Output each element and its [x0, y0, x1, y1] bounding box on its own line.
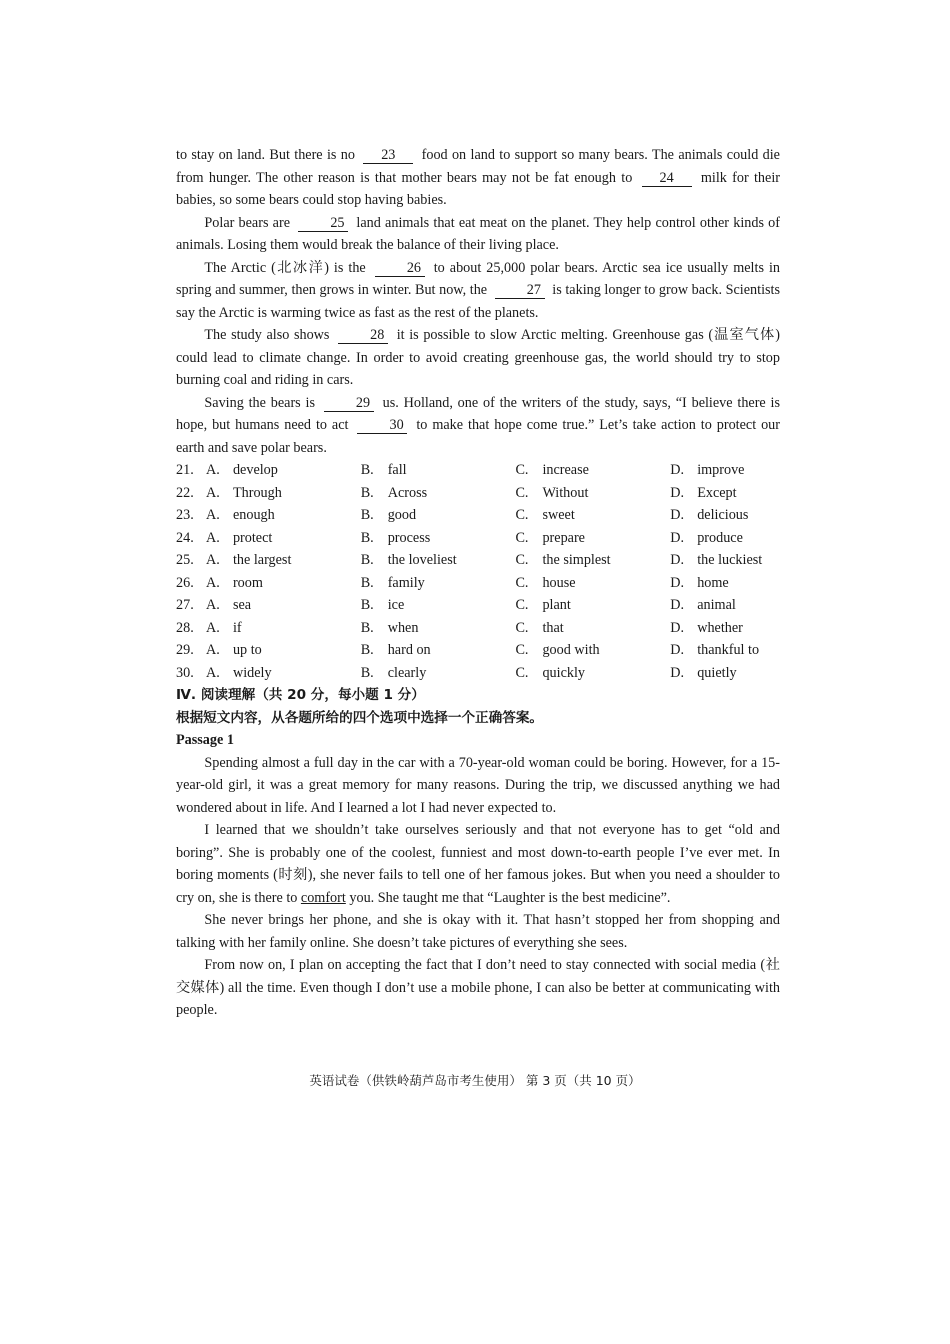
cloze-blank-26: 26	[375, 260, 425, 277]
option	[670, 549, 780, 572]
question-number: 26.	[176, 574, 194, 591]
option	[361, 639, 516, 662]
option-text: protect	[232, 529, 273, 546]
cloze-blank-24: 24	[642, 170, 692, 187]
passage-paragraph: Spending almost a full day in the car with a 70-year-old woman could be boring. However, for a 15-year-old girl, it was a great memory for many reasons. During the trip, we discussed anything we had wondered about in life. And I learned a lot I had never expected to.	[176, 754, 780, 816]
question-number: 22.	[176, 484, 194, 501]
option-text: prepare	[542, 529, 585, 546]
option	[361, 572, 516, 595]
option	[515, 549, 670, 572]
question-number: 27.	[176, 597, 194, 613]
option	[206, 459, 361, 482]
option-letter: B.	[360, 619, 374, 636]
question-row	[176, 504, 780, 527]
option-letter: D.	[670, 529, 684, 546]
question-number: 23.	[176, 507, 194, 523]
option-letter: D.	[670, 507, 684, 523]
question-number: 28.	[176, 619, 194, 636]
option	[361, 594, 516, 617]
option	[515, 594, 670, 617]
option	[361, 617, 516, 640]
cloze-paragraph: to stay on land. But there is no 23 food on land to support so many bears. The animals could die from hunger. The other reason is that mother bears may not be fat enough to 24 milk for their babies, so some bears could stop having babies.	[176, 147, 780, 208]
option-letter: A.	[205, 597, 220, 613]
option-letter: C.	[515, 507, 529, 523]
option	[361, 504, 516, 527]
passage-paragraph: She never brings her phone, and she is okay with it. That hasn’t stopped her from shopping and talking with her family online. She doesn’t take pictures of everything she sees.	[176, 912, 780, 951]
option	[206, 639, 361, 662]
option	[361, 662, 516, 685]
option	[361, 527, 516, 550]
section-instruction: 根据短文内容，从各题所给的四个选项中选择一个正确答案。	[176, 709, 544, 726]
option-letter: B.	[360, 552, 374, 568]
cloze-paragraph: The Arctic (北冰洋) is the 26 to about 25,000 polar bears. Arctic sea ice usually melts in spring and summer, then grows in winter. But now, the 27 is taking longer to grow back. Scientists say the Arctic is warming twice as fast as the rest of the planets.	[176, 259, 781, 321]
option	[206, 527, 361, 550]
section-heading: Ⅳ. 阅读理解（共 20 分，每小题 1 分）	[176, 687, 425, 703]
option	[361, 549, 516, 572]
cloze-blank-29: 29	[324, 395, 374, 412]
option-text: the simplest	[542, 552, 611, 568]
option-letter: D.	[670, 552, 684, 568]
reading-passage	[176, 752, 780, 1022]
option-text: enough	[232, 507, 275, 523]
option-letter: B.	[360, 597, 374, 613]
cloze-blank-23: 23	[363, 147, 413, 164]
cloze-paragraph: Polar bears are 25 land animals that eat meat on the planet. They help control other kinds of animals. Losing them would break the balance of their living place.	[176, 214, 781, 253]
question-number: 30.	[176, 664, 194, 681]
option	[515, 527, 670, 550]
question-list	[176, 459, 780, 684]
cloze-passage	[176, 144, 780, 459]
option	[206, 572, 361, 595]
question-row	[176, 527, 780, 550]
option-text: that	[542, 619, 564, 636]
option-letter: B.	[360, 462, 374, 478]
option-letter: C.	[515, 552, 529, 568]
passage-paragraph: I learned that we shouldn’t take ourselves seriously and that not everyone has to get “old and boring”. She is probably one of the coolest, funniest and most down-to-earth people I’ve ever met. In boring moments (时刻), she never fails to tell one of her famous jokes. But when you need a shoulder to cry on, she is there to comfort you. She taught me that “Laughter is the best medicine”.	[176, 822, 780, 906]
option-text: Without	[542, 484, 589, 501]
option	[515, 639, 670, 662]
option-text: hard on	[387, 642, 431, 658]
option-text: delicious	[697, 507, 749, 523]
option-letter: A.	[205, 552, 220, 568]
option-letter: A.	[205, 507, 220, 523]
option-text: ice	[387, 597, 405, 613]
option-letter: B.	[360, 484, 374, 501]
option	[515, 662, 670, 685]
option-text: house	[542, 574, 576, 591]
option-letter: D.	[670, 462, 684, 478]
option-text: sea	[232, 597, 252, 613]
question-row	[176, 549, 780, 572]
content	[176, 144, 780, 1022]
question-row	[176, 617, 780, 640]
question-row	[176, 572, 780, 595]
option	[361, 482, 516, 505]
option	[670, 527, 780, 550]
option-text: produce	[697, 529, 743, 546]
option	[670, 504, 780, 527]
question-number: 21.	[176, 462, 194, 478]
option	[515, 459, 670, 482]
passage-title: Passage 1	[176, 732, 234, 748]
option-text: Through	[232, 484, 282, 501]
option-letter: B.	[360, 642, 374, 658]
option-text: home	[697, 574, 729, 591]
option	[206, 482, 361, 505]
option-letter: A.	[205, 484, 220, 501]
option	[515, 572, 670, 595]
cloze-blank-25: 25	[298, 215, 348, 232]
option-text: quickly	[542, 664, 586, 681]
option	[206, 549, 361, 572]
option-text: animal	[697, 597, 736, 613]
option-letter: A.	[205, 462, 220, 478]
question-row	[176, 639, 780, 662]
option-text: quietly	[697, 664, 737, 681]
question-number: 25.	[176, 552, 194, 568]
option	[670, 594, 780, 617]
option-letter: C.	[515, 664, 529, 681]
option-text: good with	[542, 642, 600, 658]
option-letter: A.	[205, 664, 220, 681]
option-text: process	[387, 529, 431, 546]
cloze-blank-30: 30	[357, 417, 407, 434]
option-text: whether	[697, 619, 743, 636]
option-letter: B.	[360, 574, 374, 591]
option-letter: C.	[515, 529, 529, 546]
option	[206, 594, 361, 617]
option	[206, 662, 361, 685]
option-text: fall	[387, 462, 407, 478]
question-row	[176, 459, 780, 482]
option-letter: C.	[515, 484, 529, 501]
option-letter: B.	[360, 664, 374, 681]
option	[515, 482, 670, 505]
option-text: room	[232, 574, 263, 591]
question-row	[176, 662, 780, 685]
option-text: when	[387, 619, 419, 636]
question-row	[176, 482, 780, 505]
option-text: good	[387, 507, 417, 523]
question-row	[176, 594, 780, 617]
option-letter: C.	[515, 619, 529, 636]
option	[670, 662, 780, 685]
option	[206, 617, 361, 640]
option-text: up to	[232, 642, 262, 658]
option-text: family	[387, 574, 425, 591]
option-text: clearly	[387, 664, 427, 681]
option-letter: D.	[670, 574, 684, 591]
question-number: 24.	[176, 529, 194, 546]
cloze-paragraph: The study also shows 28 it is possible to slow Arctic melting. Greenhouse gas (温室气体) could lead to climate change. In order to avoid creating greenhouse gas, the world should try to stop burning coal and riding in cars.	[176, 327, 780, 388]
option-letter: C.	[515, 574, 529, 591]
option	[670, 482, 780, 505]
option-text: widely	[232, 664, 272, 681]
option-letter: D.	[670, 484, 684, 501]
option-text: the largest	[232, 552, 292, 568]
option	[670, 639, 780, 662]
page-footer: 英语试卷（供铁岭葫芦岛市考生使用） 第 3 页（共 10 页）	[309, 1073, 641, 1088]
option-text: sweet	[542, 507, 575, 523]
option-text: increase	[542, 462, 589, 478]
question-number: 29.	[176, 642, 194, 658]
cloze-blank-27: 27	[495, 282, 545, 299]
option	[670, 459, 780, 482]
underlined-word: comfort	[300, 889, 346, 906]
option-letter: C.	[515, 597, 529, 613]
option-letter: C.	[515, 642, 529, 658]
option-text: Except	[697, 484, 737, 501]
option-text: thankful to	[697, 642, 760, 658]
cloze-blank-28: 28	[338, 327, 388, 344]
option-text: improve	[697, 462, 745, 478]
option-text: the luckiest	[697, 552, 763, 568]
option	[670, 572, 780, 595]
option	[361, 459, 516, 482]
option-letter: D.	[670, 597, 684, 613]
option-letter: A.	[205, 529, 220, 546]
option-text: plant	[542, 597, 571, 613]
passage-paragraph: From now on, I plan on accepting the fact that I don’t need to stay connected with social media (社交媒体) all the time. Even though I don’t use a mobile phone, I can also be better at communicating with people.	[176, 957, 780, 1018]
option-letter: D.	[670, 619, 684, 636]
option-text: Across	[387, 484, 428, 501]
option-letter: C.	[515, 462, 529, 478]
option-letter: A.	[205, 574, 220, 591]
option	[515, 617, 670, 640]
option	[670, 617, 780, 640]
option-text: develop	[232, 462, 278, 478]
option	[206, 504, 361, 527]
option	[515, 504, 670, 527]
option-text: the loveliest	[387, 552, 457, 568]
cloze-paragraph: Saving the bears is 29 us. Holland, one of the writers of the study, says, “I believe there is hope, but humans need to act 30 to make that hope come true.” Let’s take action to protect our earth and save polar bears.	[176, 394, 781, 456]
option-letter: D.	[670, 642, 684, 658]
option-letter: A.	[205, 619, 220, 636]
option-letter: A.	[205, 642, 220, 658]
option-letter: B.	[360, 529, 374, 546]
option-letter: B.	[360, 507, 374, 523]
option-text: if	[232, 619, 242, 636]
option-letter: D.	[670, 664, 684, 681]
